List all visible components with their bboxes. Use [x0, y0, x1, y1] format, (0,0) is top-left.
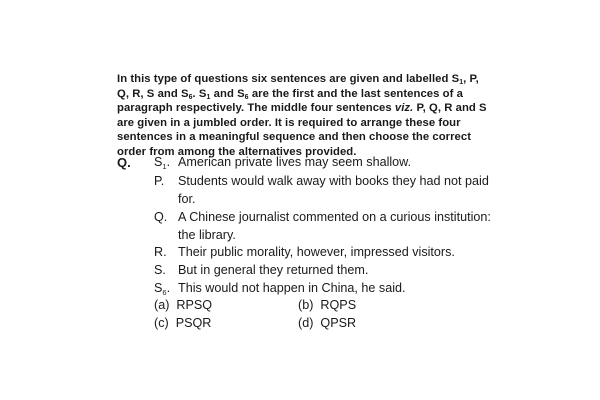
- sentence-q: [154, 209, 494, 244]
- sentence-tag-suffix: .: [166, 281, 171, 295]
- sentence-text: This would not happen in China, he said.: [178, 281, 406, 295]
- instructions-text: In this type of questions six sentences are given and labelled S: [117, 73, 460, 85]
- option-d: [298, 315, 356, 333]
- instructions-text: P, Q, R and S are given in a jumbled order. It is required to arrange these four sentences in a meaningful sequence and then choose the correct order from among the alternatives provided.: [117, 102, 487, 158]
- sentence-tag: [154, 280, 178, 298]
- sentence-text: American private lives may seem shallow.: [178, 155, 412, 169]
- sentence-text: A Chinese journalist commented on a curious institution: the library.: [178, 210, 491, 242]
- subscript: 1: [206, 93, 211, 101]
- subscript: 1: [459, 79, 464, 86]
- option-label: (c): [154, 316, 169, 330]
- question-label: Q.: [117, 155, 131, 170]
- instructions-paragraph: [117, 72, 489, 160]
- option-label: (d): [298, 316, 314, 330]
- sentence-s: [154, 262, 494, 280]
- option-label: (a): [154, 298, 170, 312]
- subscript: 6: [188, 93, 193, 101]
- sentence-tag: R.: [154, 245, 167, 259]
- sentence-tag-letter: S: [154, 281, 163, 295]
- instructions-text: , P, Q, R, S and S: [117, 73, 479, 100]
- option-a: [154, 297, 212, 315]
- option-label: (b): [298, 298, 314, 312]
- sentence-tag-subscript: 1: [162, 162, 167, 171]
- instructions-text: and S: [210, 87, 245, 100]
- instructions-viz: viz.: [394, 102, 414, 115]
- sentence-tag-letter: S: [154, 155, 163, 169]
- sentence-s1: [154, 154, 494, 172]
- sentence-s6: [154, 280, 494, 298]
- option-value: RPSQ: [176, 298, 213, 312]
- option-c: [154, 315, 211, 333]
- sentence-text: But in general they returned them.: [178, 263, 369, 277]
- sentence-tag: [154, 154, 178, 172]
- option-value: QPSR: [320, 316, 357, 330]
- subscript: 6: [244, 93, 249, 101]
- sentence-r: [154, 244, 494, 262]
- sentence-p: [154, 173, 494, 208]
- sentence-tag-subscript: 6: [162, 288, 167, 297]
- sentence-tag: Q.: [154, 210, 168, 224]
- option-b: [298, 297, 356, 315]
- sentence-tag-suffix: .: [166, 155, 171, 169]
- instructions-text: are the first and the last sentences of a paragraph respectively. The middle four sentences: [117, 87, 463, 115]
- sentence-text: Students would walk away with books they had not paid for.: [178, 174, 489, 206]
- sentence-tag: S.: [154, 263, 166, 277]
- option-value: RQPS: [320, 298, 357, 312]
- sentence-tag: P.: [154, 174, 165, 188]
- sentence-text: Their public morality, however, impressed visitors.: [178, 245, 455, 259]
- option-value: PSQR: [175, 316, 212, 330]
- instructions-text: . S: [192, 87, 207, 100]
